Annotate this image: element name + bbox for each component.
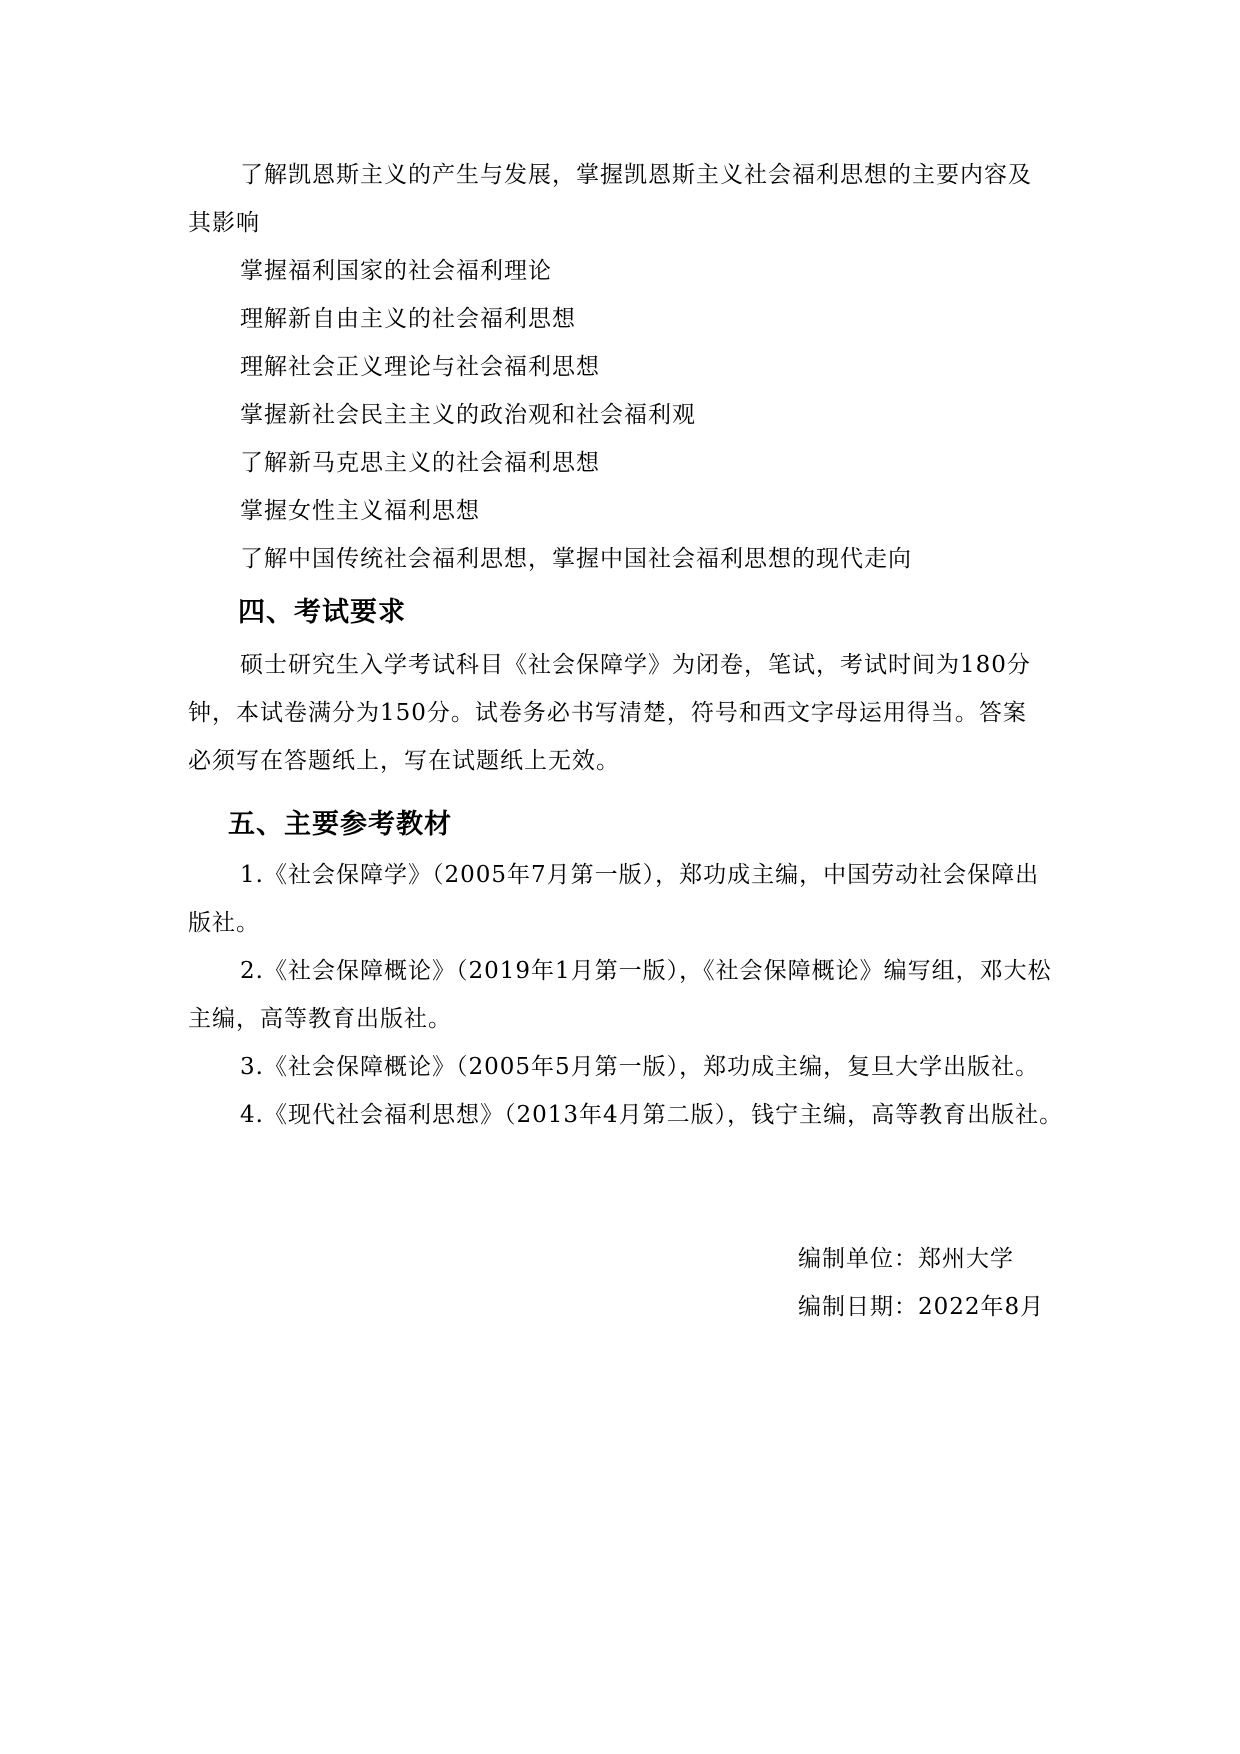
- objective-item-5: 掌握新社会民主主义的政治观和社会福利观: [240, 402, 696, 428]
- section-4-heading: 四、考试要求: [238, 597, 406, 628]
- objective-item-3: 理解新自由主义的社会福利思想: [240, 306, 576, 332]
- reference-2-line-2: 主编，高等教育出版社。: [188, 1006, 452, 1032]
- reference-3: 3.《社会保障概论》（2005年5月第一版），郑功成主编，复旦大学出版社。: [240, 1054, 1040, 1080]
- reference-2-line-1: 2.《社会保障概论》（2019年1月第一版），《社会保障概论》编写组，邓大松: [240, 958, 1052, 984]
- objective-item-6: 了解新马克思主义的社会福利思想: [240, 450, 600, 476]
- exam-requirements-line-3: 必须写在答题纸上，写在试题纸上无效。: [188, 748, 620, 774]
- reference-1-line-1: 1.《社会保障学》（2005年7月第一版），郑功成主编，中国劳动社会保障出: [240, 862, 1040, 888]
- exam-requirements-line-1: 硕士研究生入学考试科目《社会保障学》为闭卷，笔试，考试时间为180分: [240, 652, 1031, 678]
- compiling-date: 编制日期：2022年8月: [798, 1294, 1045, 1320]
- objective-item-2: 掌握福利国家的社会福利理论: [240, 258, 552, 284]
- objective-item-1-line-1: 了解凯恩斯主义的产生与发展，掌握凯恩斯主义社会福利思想的主要内容及: [240, 162, 1032, 188]
- objective-item-1-line-2: 其影响: [188, 210, 260, 236]
- exam-requirements-line-2: 钟，本试卷满分为150分。试卷务必书写清楚，符号和西文字母运用得当。答案: [188, 700, 1027, 726]
- section-5-heading: 五、主要参考教材: [228, 809, 452, 840]
- objective-item-4: 理解社会正义理论与社会福利思想: [240, 354, 600, 380]
- objective-item-7: 掌握女性主义福利思想: [240, 498, 480, 524]
- compiling-unit: 编制单位：郑州大学: [798, 1246, 1014, 1272]
- reference-4: 4.《现代社会福利思想》（2013年4月第二版），钱宁主编，高等教育出版社。: [240, 1102, 1064, 1128]
- objective-item-8: 了解中国传统社会福利思想，掌握中国社会福利思想的现代走向: [240, 546, 912, 572]
- reference-1-line-2: 版社。: [188, 910, 260, 936]
